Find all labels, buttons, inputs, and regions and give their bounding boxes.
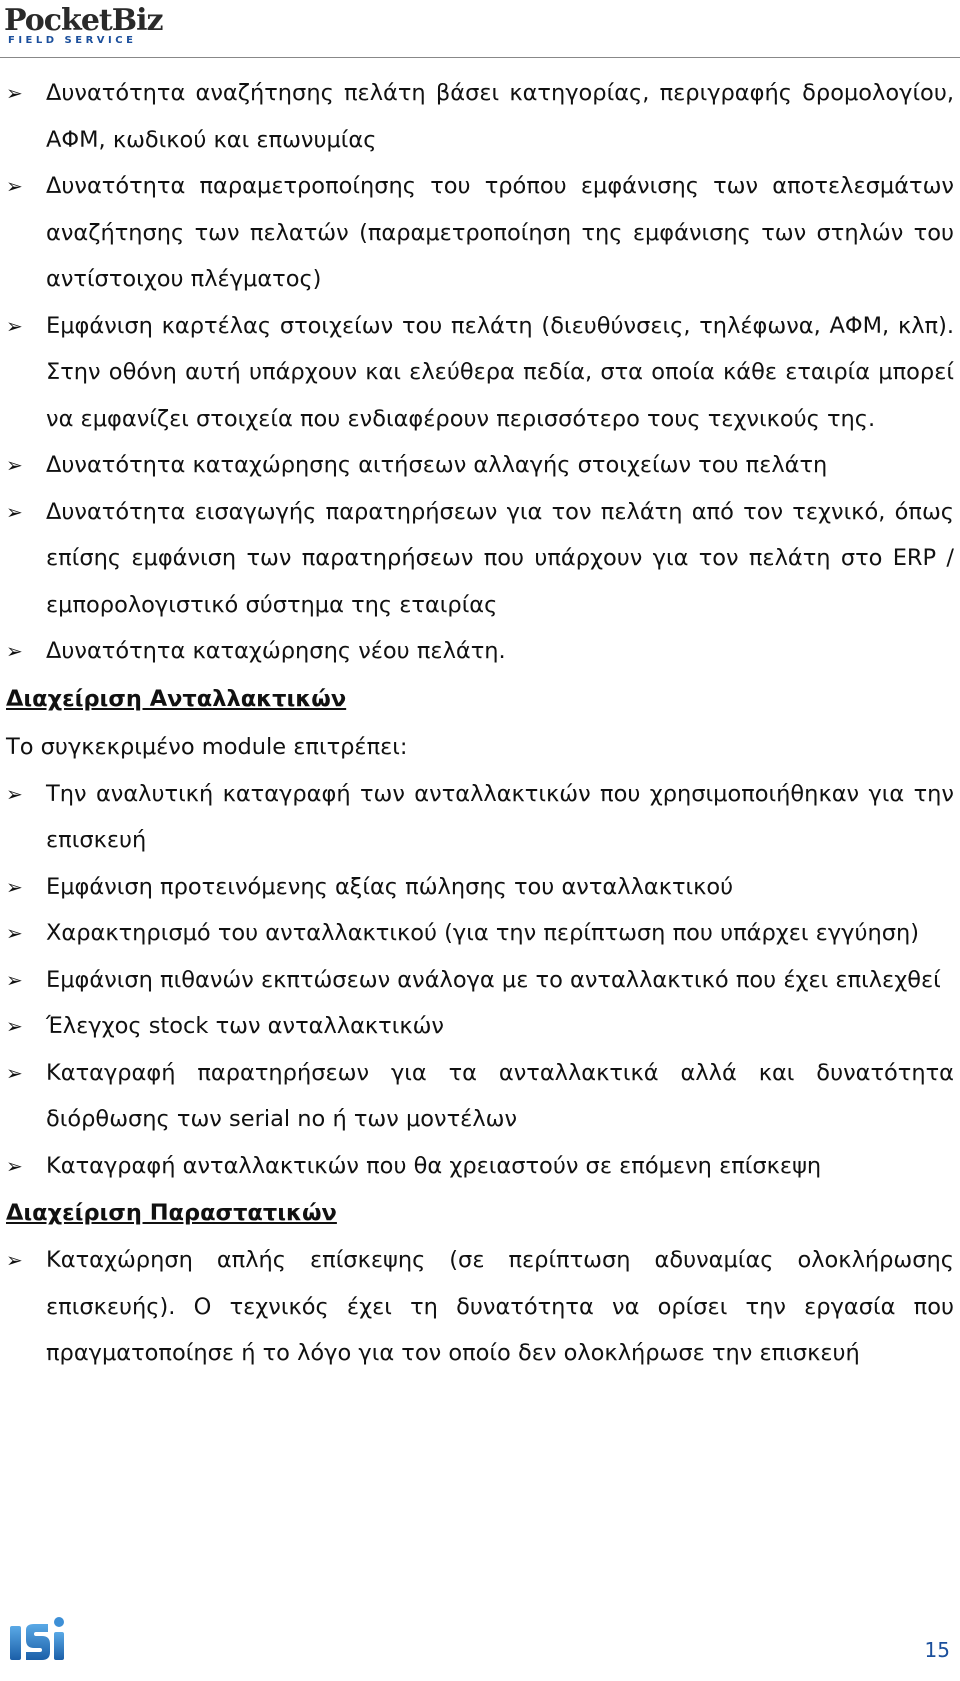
list-item-text: Την αναλυτική καταγραφή των ανταλλακτικών που χρησιμοποιήθηκαν για την επισκευή <box>46 780 954 853</box>
spare-parts-intro: Το συγκεκριμένο module επιτρέπει: <box>6 733 408 760</box>
list-item <box>6 1237 954 1377</box>
list-item-text: Καταχώρηση απλής επίσκεψης (σε περίπτωση αδυναμίας ολοκλήρωσης επισκευής). Ο τεχνικός έχει τη δυνατότητα να ορίσει την εργασία που πραγματοποίησε ή το λόγο για τον οποίο δεν ολοκλήρωσε την επισκευή <box>46 1247 954 1366</box>
arrow-bullet-icon: ➢ <box>6 967 23 992</box>
list-item-text: Δυνατότητα καταχώρησης νέου πελάτη. <box>46 638 506 664</box>
list-item <box>6 628 954 675</box>
list-item-text: Δυνατότητα αναζήτησης πελάτη βάσει κατηγορίας, περιγραφής δρομολογίου, ΑΦΜ, κωδικού και επωνυμίας <box>46 80 954 153</box>
arrow-bullet-icon: ➢ <box>6 921 23 945</box>
arrow-bullet-icon: ➢ <box>6 453 23 477</box>
list-item-text: Εμφάνιση προτεινόμενης αξίας πώλησης του ανταλλακτικού <box>46 873 734 900</box>
arrow-bullet-icon: ➢ <box>6 1248 23 1272</box>
documents-list <box>6 1237 954 1377</box>
page-number: 15 <box>924 1638 950 1662</box>
arrow-bullet-icon: ➢ <box>6 781 23 806</box>
spare-parts-list <box>6 771 954 1190</box>
page-header <box>0 0 960 62</box>
arrow-bullet-icon: ➢ <box>6 639 23 663</box>
documents-heading: Διαχείριση Παραστατικών <box>6 1200 337 1226</box>
logo-main-text: PocketBiz <box>4 3 163 38</box>
spare-parts-heading: Διαχείριση Ανταλλακτικών <box>6 685 347 712</box>
list-item <box>6 771 954 864</box>
list-item-text: Δυνατότητα παραμετροποίησης του τρόπου εμφάνισης των αποτελεσμάτων αναζήτησης των πελατών (παραμετροποίηση της εμφάνισης των στηλών του αντίστοιχου πλέγματος) <box>46 173 954 292</box>
arrow-bullet-icon: ➢ <box>6 1060 23 1085</box>
isi-logo-icon <box>8 1610 66 1668</box>
list-item-text: Καταγραφή ανταλλακτικών που θα χρειαστούν σε επόμενη επίσκεψη <box>46 1152 822 1179</box>
list-item <box>6 864 954 911</box>
list-item <box>6 489 954 629</box>
list-item-text: Εμφάνιση πιθανών εκπτώσεων ανάλογα με το ανταλλακτικό που έχει επιλεχθεί <box>46 966 941 993</box>
list-item <box>6 442 954 489</box>
list-item <box>6 163 954 303</box>
list-item-text: Εμφάνιση καρτέλας στοιχείων του πελάτη (διευθύνσεις, τηλέφωνα, ΑΦΜ, κλπ). Στην οθόνη αυτή υπάρχουν και ελεύθερα πεδία, στα οποία κάθε εταιρία μπορεί να εμφανίζει στοιχεία που ενδιαφέρουν περισσότερο τους τεχνικούς της. <box>46 312 954 432</box>
list-item-text: Δυνατότητα εισαγωγής παρατηρήσεων για τον πελάτη από τον τεχνικό, όπως επίσης εμφάνιση των παρατηρήσεων που υπάρχουν για τον πελάτη στο ERP / εμπορολογιστικό σύστημα της εταιρίας <box>46 498 954 618</box>
list-item <box>6 70 954 163</box>
list-item-text: Δυνατότητα καταχώρησης αιτήσεων αλλαγής στοιχείων του πελάτη <box>46 452 828 478</box>
list-item-text: Έλεγχος stock των ανταλλακτικών <box>46 1013 445 1039</box>
logo-sub-text: FIELD SERVICE <box>8 35 137 46</box>
header-divider <box>0 57 960 58</box>
list-item <box>6 1003 954 1050</box>
arrow-bullet-icon: ➢ <box>6 1153 23 1178</box>
list-item <box>6 910 954 957</box>
customer-features-list <box>6 70 954 675</box>
list-item-text: Χαρακτηρισμό του ανταλλακτικού (για την περίπτωση που υπάρχει εγγύηση) <box>46 920 920 946</box>
list-item <box>6 957 954 1004</box>
arrow-bullet-icon: ➢ <box>6 1014 23 1038</box>
arrow-bullet-icon: ➢ <box>6 874 23 899</box>
arrow-bullet-icon: ➢ <box>6 499 23 524</box>
pocketbiz-logo <box>4 4 172 48</box>
document-body <box>6 70 954 1377</box>
list-item-text: Καταγραφή παρατηρήσεων για τα ανταλλακτικά αλλά και δυνατότητα διόρθωσης των serial no ή των μοντέλων <box>46 1059 954 1132</box>
list-item <box>6 1050 954 1143</box>
arrow-bullet-icon: ➢ <box>6 174 23 198</box>
arrow-bullet-icon: ➢ <box>6 313 23 338</box>
list-item <box>6 1143 954 1190</box>
list-item <box>6 303 954 443</box>
arrow-bullet-icon: ➢ <box>6 81 23 105</box>
